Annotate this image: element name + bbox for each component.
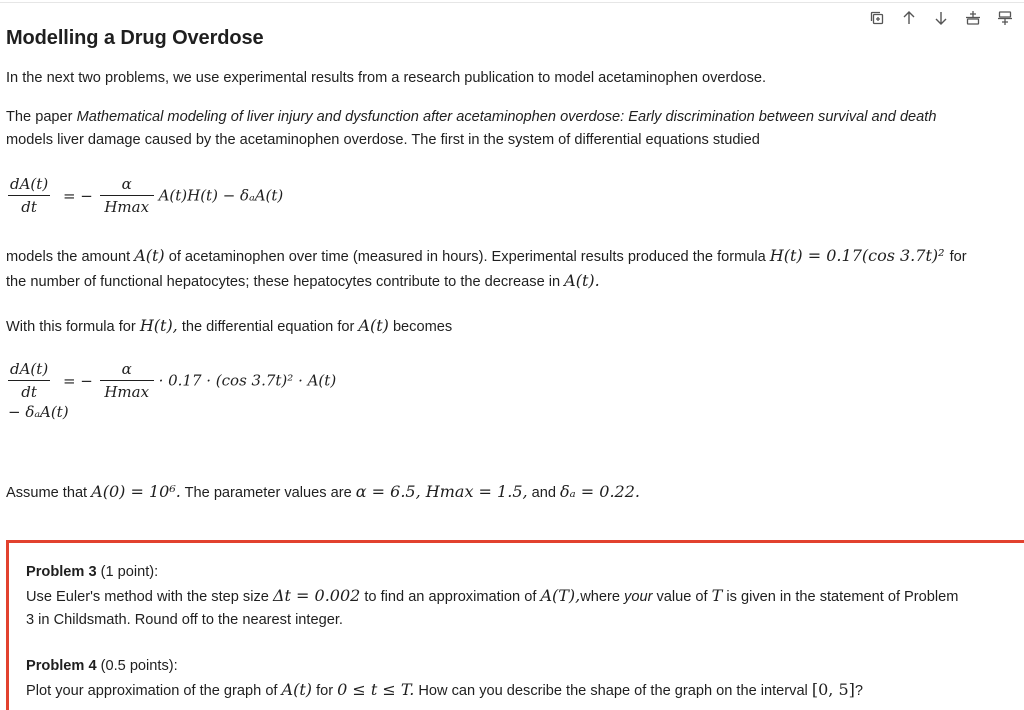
p4-math-At: A(t)	[281, 680, 313, 699]
p4-text-a: Plot your approximation of the graph of	[26, 683, 282, 699]
models-paragraph	[6, 244, 1018, 294]
with-At: A(t)	[358, 316, 389, 335]
with-Ht: H(t),	[139, 316, 178, 335]
models-line2-At: A(t).	[564, 271, 600, 290]
p4-math-interval: [0, 5]	[811, 680, 855, 699]
with-text-1: With this formula for	[6, 319, 140, 335]
eq2-lhs-den: dt	[21, 383, 37, 401]
assume-text-1: Assume that	[6, 485, 92, 501]
models-text-3: for	[949, 249, 967, 265]
models-text-2: of acetaminophen over time (measured in hours). Experimental results produced the formula	[164, 249, 770, 265]
assume-math-3: δₐ = 0.22.	[560, 482, 640, 501]
eq2-line2: − δₐA(t)	[8, 403, 69, 421]
p4-text-d: ?	[854, 683, 863, 699]
p3-math-step: Δt = 0.002	[272, 586, 361, 605]
eq2-frac-den: Hmax	[104, 383, 150, 401]
eq2-equals: = −	[62, 371, 93, 390]
models-Ht-formula: H(t) = 0.17(cos 3.7t)²	[769, 246, 950, 265]
intro-paragraph: In the next two problems, we use experimental results from a research publication to model acetaminophen overdose.	[6, 70, 767, 86]
p3-text-d: value of	[652, 589, 712, 605]
p3-text-b: to find an approximation of	[360, 589, 541, 605]
problem-3-points: (1 point):	[96, 564, 159, 580]
with-text-2: the differential equation for	[177, 319, 359, 335]
assume-math-1: A(0) = 10⁶.	[91, 482, 181, 501]
equation-2	[8, 360, 336, 421]
eq1-frac-num: α	[100, 175, 154, 196]
paper-paragraph	[6, 106, 1018, 152]
p4-math-range: 0 ≤ t ≤ T.	[337, 680, 415, 699]
problem-4-heading: Problem 4	[26, 658, 97, 674]
p4-text-c: How can you describe the shape of the graph on the interval	[414, 683, 812, 699]
eq1-lhs-den: dt	[21, 198, 37, 216]
problem-4	[26, 655, 1024, 703]
eq1-rest: A(t)H(t) − δₐA(t)	[158, 186, 284, 205]
assume-text-2: The parameter values are	[180, 485, 356, 501]
insert-above-icon[interactable]	[962, 7, 984, 29]
models-line2-text: the number of functional hepatocytes; these hepatocytes contribute to the decrease in	[6, 274, 565, 290]
models-text-1: models the amount	[6, 249, 135, 265]
p4-text-b: for	[312, 683, 338, 699]
assume-paragraph	[6, 480, 1018, 505]
p3-text-a: Use Euler's method with the step size	[26, 589, 273, 605]
eq1-lhs-num: dA(t)	[8, 175, 50, 196]
eq2-rest: · 0.17 · (cos 3.7t)² · A(t)	[158, 371, 337, 390]
p3-your: your	[624, 589, 653, 605]
cell-toolbar	[866, 7, 1016, 29]
move-down-icon[interactable]	[930, 7, 952, 29]
problem-box	[6, 540, 1024, 710]
move-up-icon[interactable]	[898, 7, 920, 29]
paper-title: Mathematical modeling of liver injury and dysfunction after acetaminophen overdose: Early discrimination between survival and death	[76, 109, 937, 125]
problem-3-heading: Problem 3	[26, 564, 97, 580]
p3-math-T: T	[711, 586, 723, 605]
with-paragraph	[6, 314, 1018, 339]
p3-text-c: where	[580, 589, 625, 605]
with-text-3: becomes	[388, 319, 453, 335]
eq1-equals: = −	[62, 186, 93, 205]
eq2-lhs-num: dA(t)	[8, 360, 50, 381]
eq1-frac-den: Hmax	[104, 198, 150, 216]
problem-4-points: (0.5 points):	[96, 658, 178, 674]
eq2-frac-num: α	[100, 360, 154, 381]
copy-cell-icon[interactable]	[866, 7, 888, 29]
paper-line2: models liver damage caused by the acetaminophen overdose. The first in the system of differential equations studied	[6, 132, 760, 148]
assume-math-2: α = 6.5, Hmax = 1.5,	[355, 482, 528, 501]
paper-prefix: The paper	[6, 109, 77, 125]
p3-text-e: is given in the statement of Problem	[722, 589, 959, 605]
assume-text-3: and	[527, 485, 561, 501]
page-title: Modelling a Drug Overdose	[6, 27, 264, 49]
insert-below-icon[interactable]	[994, 7, 1016, 29]
p3-math-AT: A(T),	[540, 586, 581, 605]
equation-1	[8, 175, 283, 216]
models-At: A(t)	[134, 246, 165, 265]
top-divider	[0, 2, 1024, 3]
p3-line2: 3 in Childsmath. Round off to the nearest integer.	[26, 612, 343, 628]
problem-3	[26, 561, 1024, 632]
